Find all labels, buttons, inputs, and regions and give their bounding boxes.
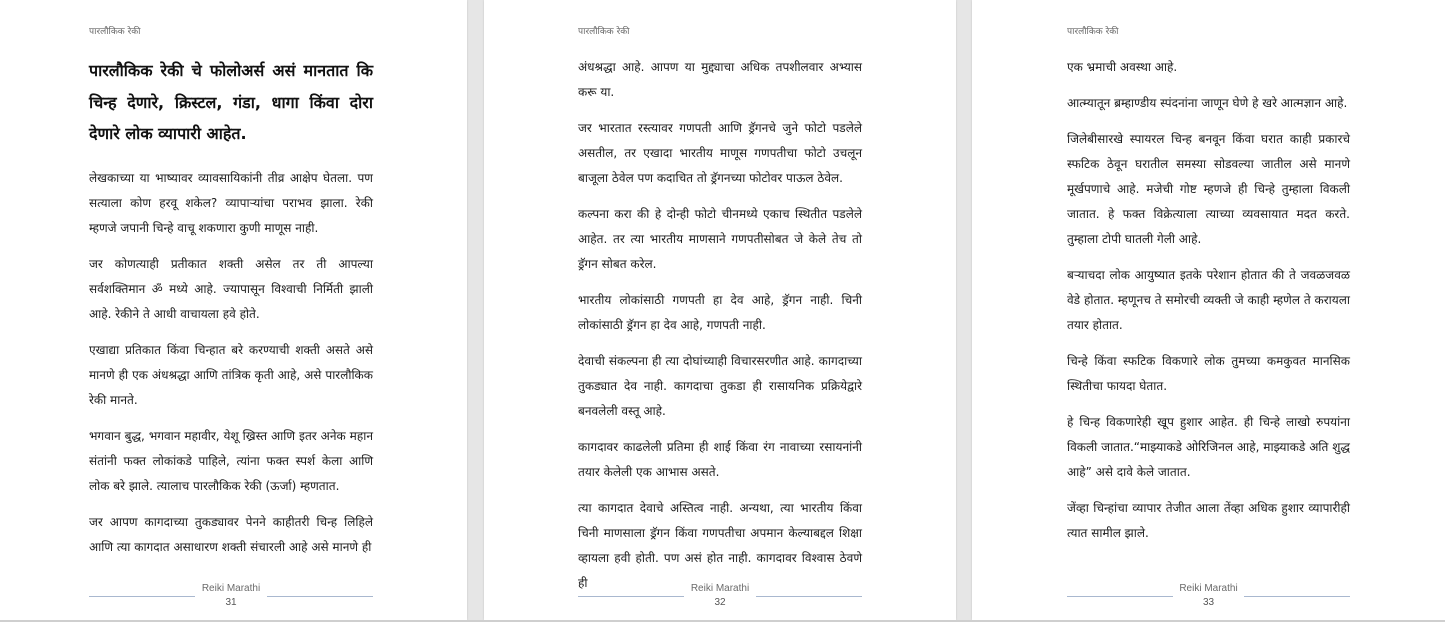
document-page <box>0 0 467 620</box>
paragraph: त्या कागदात देवाचे अस्तित्व नाही. अन्यथा, त्या भारतीय किंवा चिनी माणसाला ड्रॅगन किंवा गणपतीचा अपमान केल्याबद्दल शिक्षा व्हायला हवी होती. पण असं होत नाही. कागदावर विश्वास ठेवणे ही <box>578 501 862 590</box>
paragraph: जर कोणत्याही प्रतीकात शक्ती असेल तर ती आपल्या सर्वशक्तिमान ॐ मध्ये आहे. ज्यापासून विश्वाची निर्मिती झाली आहे. रेकीने ते आधी वाचायला हवे होते. <box>89 256 373 321</box>
paragraph: हे चिन्ह विकणारेही खूप हुशार आहेत. ही चिन्हे लाखो रुपयांना विकली जातात.“माझ्याकडे ओरिजिनल आहे, माझ्याकडे अति शुद्ध आहे” असे दावे केले जातात. <box>1067 415 1350 479</box>
paragraph: लेखकाच्या या भाष्यावर व्यावसायिकांनी तीव्र आक्षेप घेतला. पण सत्याला कोण हरवू शकेल? व्यापाऱ्यांचा पराभव झाला. रेकी म्हणजे जपानी चिन्हे वाचू शकणारा कुणी माणूस नाही. <box>89 170 373 235</box>
page-number: 33 <box>1202 597 1215 608</box>
paragraph: देवाची संकल्पना ही त्या दोघांच्याही विचारसरणीत आहे. कागदाच्या तुकड्यात देव नाही. कागदाचा तुकडा ही रासायनिक प्रक्रियेद्वारे बनवलेली वस्तू आहे. <box>578 354 862 418</box>
paragraph: चिन्हे किंवा स्फटिक विकणारे लोक तुमच्या कमकुवत मानसिक स्थितीचा फायदा घेतात. <box>1067 354 1350 393</box>
page-footer <box>89 582 373 606</box>
paragraph: जिलेबीसारखे स्पायरल चिन्ह बनवून किंवा घरात काही प्रकारचे स्फटिक ठेवून घरातील समस्या सोडवल्या जातील असे मानणे मूर्खपणाचे आहे. मजेची गोष्ट म्हणजे ही चिन्हे तुम्हाला विकली जातात. हे फक्त विक्रेत्याला त्याच्या व्यवसायात मदत करते. तुम्हाला टोपी घातली गेली आहे. <box>1067 132 1350 246</box>
paragraph: कागदावर काढलेली प्रतिमा ही शाई किंवा रंग नावाच्या रसायनांनी तयार केलेली एक आभास असते. <box>578 440 862 479</box>
paragraph: एक भ्रमाची अवस्था आहे. <box>1067 60 1178 74</box>
page-body <box>89 55 373 571</box>
paragraph: भगवान बुद्ध, भगवान महावीर, येशू ख्रिस्त आणि इतर अनेक महान संतांनी फक्त लोकांकडे पाहिले, त्यांना फक्त स्पर्श केला आणि लोक बरे झाले. त्यालाच पारलौकिक रेकी (ऊर्जा) म्हणतात. <box>89 428 373 493</box>
paragraph: अंधश्रद्धा आहे. आपण या मुद्द्याचा अधिक तपशीलवार अभ्यास करू या. <box>578 60 862 99</box>
running-header: पारलौकिक रेकी <box>89 27 141 37</box>
paragraph: बऱ्याचदा लोक आयुष्यात इतके परेशान होतात की ते जवळजवळ वेडे होतात. म्हणूनच ते समोरची व्यक्ती जे काही म्हणेल ते करायला तयार होतात. <box>1067 268 1350 332</box>
page-footer <box>578 582 862 606</box>
document-page <box>972 0 1445 620</box>
paragraph: आत्म्यातून ब्रम्हाण्डीय स्पंदनांना जाणून घेणे हे खरे आत्मज्ञान आहे. <box>1067 96 1348 110</box>
section-heading: पारलौकिक रेकी चे फोलोअर्स असं मानतात कि चिन्ह देणारे, क्रिस्टल, गंडा, धागा किंवा दोरा देणारे लोक व्यापारी आहेत. <box>89 61 373 143</box>
page-number: 32 <box>714 597 726 608</box>
footer-label: Reiki Marathi <box>690 583 750 594</box>
running-header: पारलौकिक रेकी <box>578 27 630 37</box>
document-page <box>484 0 956 620</box>
footer-label: Reiki Marathi <box>201 583 261 594</box>
paragraph: जेंव्हा चिन्हांचा व्यापार तेजीत आला तेंव्हा अधिक हुशार व्यापारीही त्यात सामील झाले. <box>1067 501 1350 540</box>
footer-label: Reiki Marathi <box>1179 583 1238 594</box>
paragraph: जर भारतात रस्त्यावर गणपती आणि ड्रॅगनचे जुने फोटो पडलेले असतील, तर एखादा भारतीय माणूस गणपतीचा फोटो उचलून बाजूला ठेवेल पण कदाचित तो ड्रॅगनच्या फोटोवर पाऊल ठेवेल. <box>578 121 862 185</box>
paragraph: एखाद्या प्रतिकात किंवा चिन्हात बरे करण्याची शक्ती असते असे मानणे ही एक अंधश्रद्धा आणि तांत्रिक कृती आहे, असे पारलौकिक रेकी मानते. <box>89 342 373 407</box>
running-header: पारलौकिक रेकी <box>1067 27 1119 37</box>
paragraph: जर आपण कागदाच्या तुकड्यावर पेनने काहीतरी चिन्ह लिहिले आणि त्या कागदात असाधारण शक्ती संचारली आहे असे मानणे ही <box>89 514 373 554</box>
page-body <box>1067 55 1350 557</box>
page-footer <box>1067 582 1350 606</box>
paragraph: कल्पना करा की हे दोन्ही फोटो चीनमध्ये एकाच स्थितीत पडलेले आहेत. तर त्या भारतीय माणसाने गणपतीसोबत जे केले तेच तो ड्रॅगन सोबत करेल. <box>578 207 862 271</box>
page-number: 31 <box>225 597 237 608</box>
page-body <box>578 55 862 607</box>
paragraph: भारतीय लोकांसाठी गणपती हा देव आहे, ड्रॅगन नाही. चिनी लोकांसाठी ड्रॅगन हा देव आहे, गणपती नाही. <box>578 293 862 332</box>
